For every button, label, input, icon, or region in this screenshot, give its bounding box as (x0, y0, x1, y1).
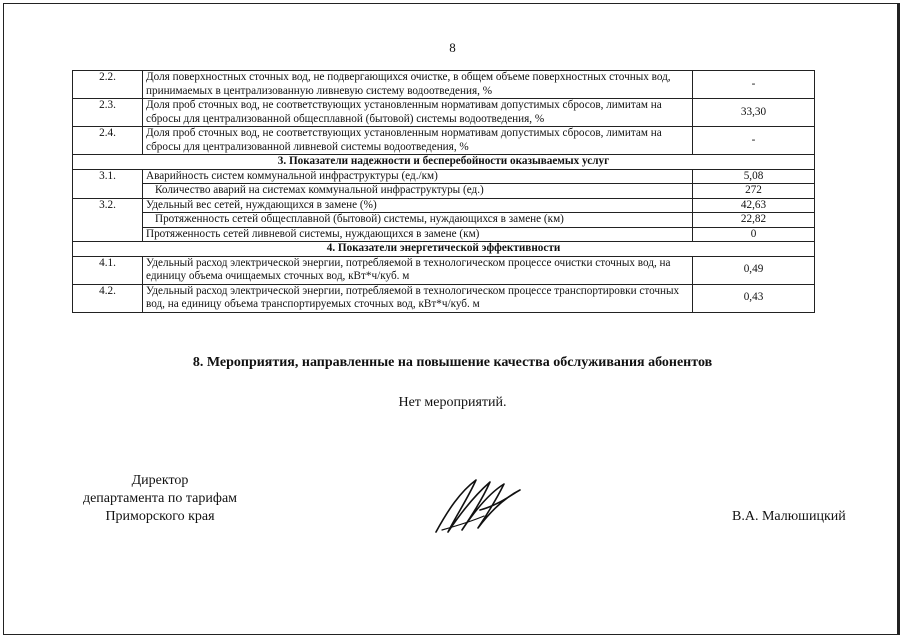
row-description: Удельный вес сетей, нуждающихся в замене (%) (143, 198, 693, 213)
row-description: Аварийность систем коммунальной инфраструктуры (ед./км) (143, 169, 693, 184)
signer-name: В.А. Малюшицкий (732, 509, 846, 524)
row-value: - (693, 71, 815, 99)
section-title: 3. Показатели надежности и бесперебойности оказываемых услуг (73, 155, 815, 170)
row-value: 272 (693, 184, 815, 199)
row-value: 0,49 (693, 256, 815, 284)
row-number: 3.2. (73, 198, 143, 242)
table-row (73, 256, 815, 284)
row-description: Доля проб сточных вод, не соответствующих установленным нормативам допустимых сбросов, лимитам на сбросы для централизованной общесплавной (бытовой) системы водоотведения, % (143, 99, 693, 127)
signer-position (60, 472, 260, 526)
section-title: 4. Показатели энергетической эффективности (73, 242, 815, 257)
table-row (73, 227, 815, 242)
row-description: Удельный расход электрической энергии, потребляемой в технологическом процессе транспортировки сточных вод, на единицу объема транспортируемых сточных вод, кВт*ч/куб. м (143, 284, 693, 312)
row-value: 42,63 (693, 198, 815, 213)
no-events-text: Нет мероприятий. (398, 395, 507, 410)
row-description: Удельный расход электрической энергии, потребляемой в технологическом процессе очистки сточных вод, на единицу объема очищаемых сточных вод, кВт*ч/куб. м (143, 256, 693, 284)
table-row (73, 213, 815, 228)
signer-line: департамента по тарифам (82, 491, 238, 506)
row-value: 22,82 (693, 213, 815, 228)
indicators-table (72, 70, 815, 313)
row-description: Доля проб сточных вод, не соответствующих установленным нормативам допустимых сбросов, лимитам на сбросы для централизованной ливневой системы водоотведения, % (143, 127, 693, 155)
table-row (73, 71, 815, 99)
signature-icon (430, 470, 530, 540)
row-number: 2.3. (73, 99, 143, 127)
signer-line: Приморского края (105, 509, 215, 524)
table-row (73, 284, 815, 312)
table-row (73, 169, 815, 184)
section-header (73, 242, 815, 257)
row-value: 5,08 (693, 169, 815, 184)
row-description: Протяженность сетей общесплавной (бытовой) системы, нуждающихся в замене (км) (143, 213, 693, 228)
section-heading: 8. Мероприятия, направленные на повышение качества обслуживания абонентов (192, 355, 713, 370)
row-number: 2.4. (73, 127, 143, 155)
row-description: Доля поверхностных сточных вод, не подвергающихся очистке, в общем объеме поверхностных сточных вод, принимаемых в централизованную ливневую систему водоотведения, % (143, 71, 693, 99)
row-value: 33,30 (693, 99, 815, 127)
row-number: 4.1. (73, 256, 143, 284)
signer-line: Директор (131, 473, 189, 488)
table-row (73, 198, 815, 213)
row-number: 2.2. (73, 71, 143, 99)
table-row (73, 99, 815, 127)
page-number: 8 (449, 40, 456, 55)
row-value: 0,43 (693, 284, 815, 312)
section-header (73, 155, 815, 170)
row-value: 0 (693, 227, 815, 242)
row-value: - (693, 127, 815, 155)
row-number: 4.2. (73, 284, 143, 312)
table-row (73, 184, 815, 199)
table-row (73, 127, 815, 155)
row-description: Количество аварий на системах коммунальной инфраструктуры (ед.) (143, 184, 693, 199)
row-number: 3.1. (73, 169, 143, 198)
row-description: Протяженность сетей ливневой системы, нуждающихся в замене (км) (143, 227, 693, 242)
